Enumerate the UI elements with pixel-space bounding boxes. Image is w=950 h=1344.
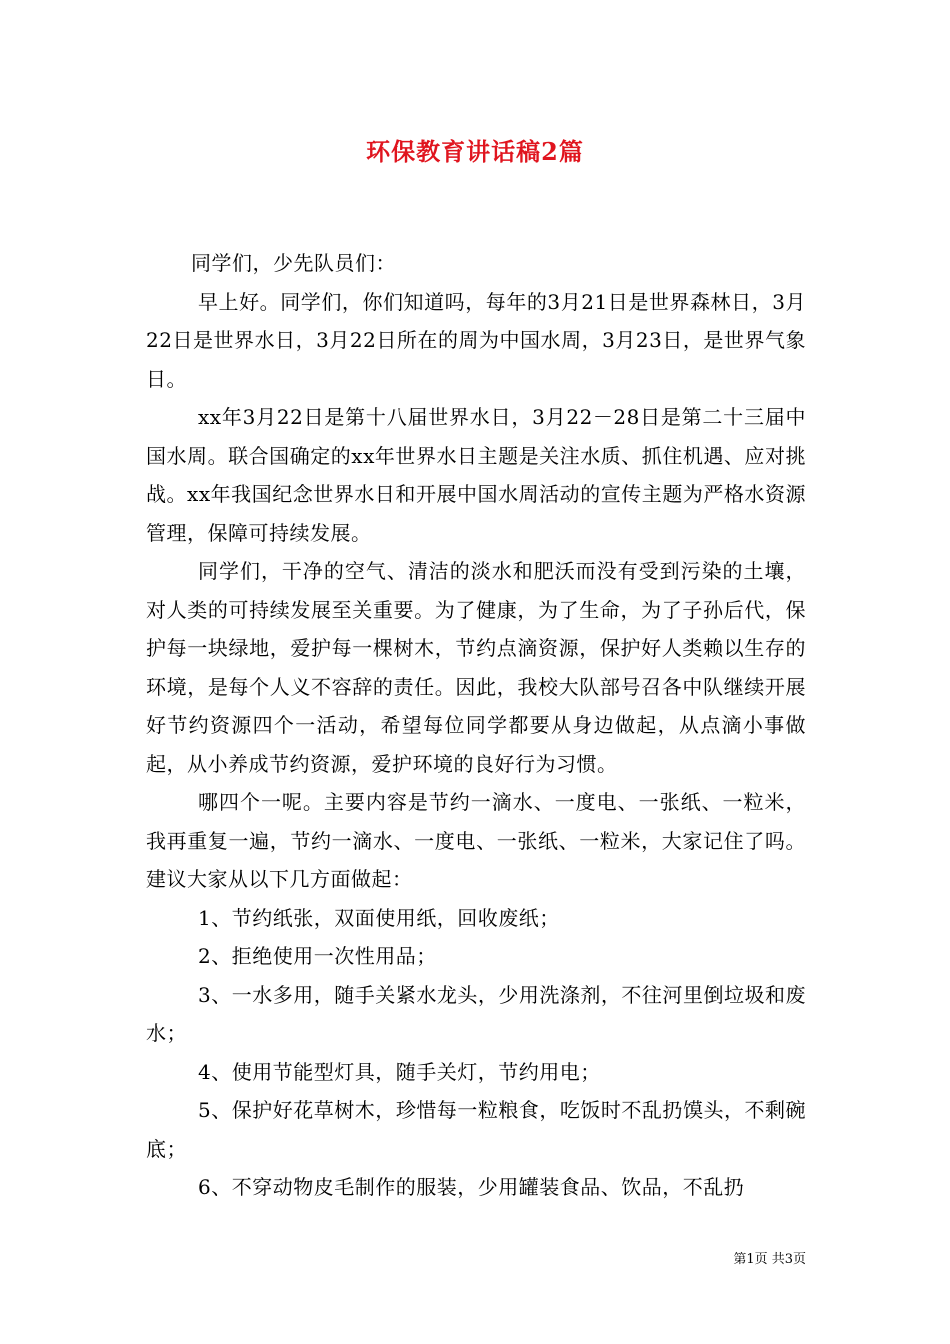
list-item: 2、拒绝使用一次性用品； (198, 944, 437, 968)
paragraph-water-day: xx年3月22日是第十八届世界水日，3月22－28日是第二十三届中国水周。联合国确定的xx年世界水日主题是关注水质、抓住机遇、应对挑战。xx年我国纪念世界水日和开展中国水周活动的宣传主题为严格水资源管理，保障可持续发展。 (146, 405, 806, 545)
page-title: 环保教育讲话稿2篇 (366, 137, 584, 166)
paragraph-salutation: 同学们，少先队员们： (191, 251, 396, 275)
list-item: 3、一水多用，随手关紧水龙头，少用洗涤剂，不往河里倒垃圾和废水； (146, 982, 806, 1045)
paragraph-greeting: 早上好。同学们，你们知道吗，每年的3月21日是世界森林日，3月22日是世界水日，3月22日所在的周为中国水周，3月23日，是世界气象日。 (146, 289, 806, 391)
list-item: 4、使用节能型灯具，随手关灯，节约用电； (198, 1059, 601, 1084)
list-item: 6、不穿动物皮毛制作的服装，少用罐装食品、饮品，不乱扔 (198, 1175, 745, 1199)
list-item: 1、节约纸张，双面使用纸，回收废纸； (198, 905, 560, 930)
document-body (146, 244, 806, 1207)
list-item: 5、保护好花草树木，珍惜每一粒粮食，吃饭时不乱扔馍头，不剩碗底； (146, 1098, 806, 1161)
paragraph-four-ones: 哪四个一呢。主要内容是节约一滴水、一度电、一张纸、一粒米，我再重复一遍，节约一滴水、一度电、一张纸、一粒米，大家记住了吗。建议大家从以下几方面做起： (146, 790, 806, 891)
paragraph-environment: 同学们，干净的空气、清洁的淡水和肥沃而没有受到污染的土壤，对人类的可持续发展至关重要。为了健康，为了生命，为了子孙后代，保护每一块绿地，爱护每一棵树木，节约点滴资源，保护好人类赖以生存的环境，是每个人义不容辞的责任。因此，我校大队部号召各中队继续开展好节约资源四个一活动，希望每位同学都要从身边做起，从点滴小事做起，从小养成节约资源，爱护环境的良好行为习惯。 (146, 559, 806, 776)
page-number: 第1页 共3页 (733, 1252, 806, 1267)
